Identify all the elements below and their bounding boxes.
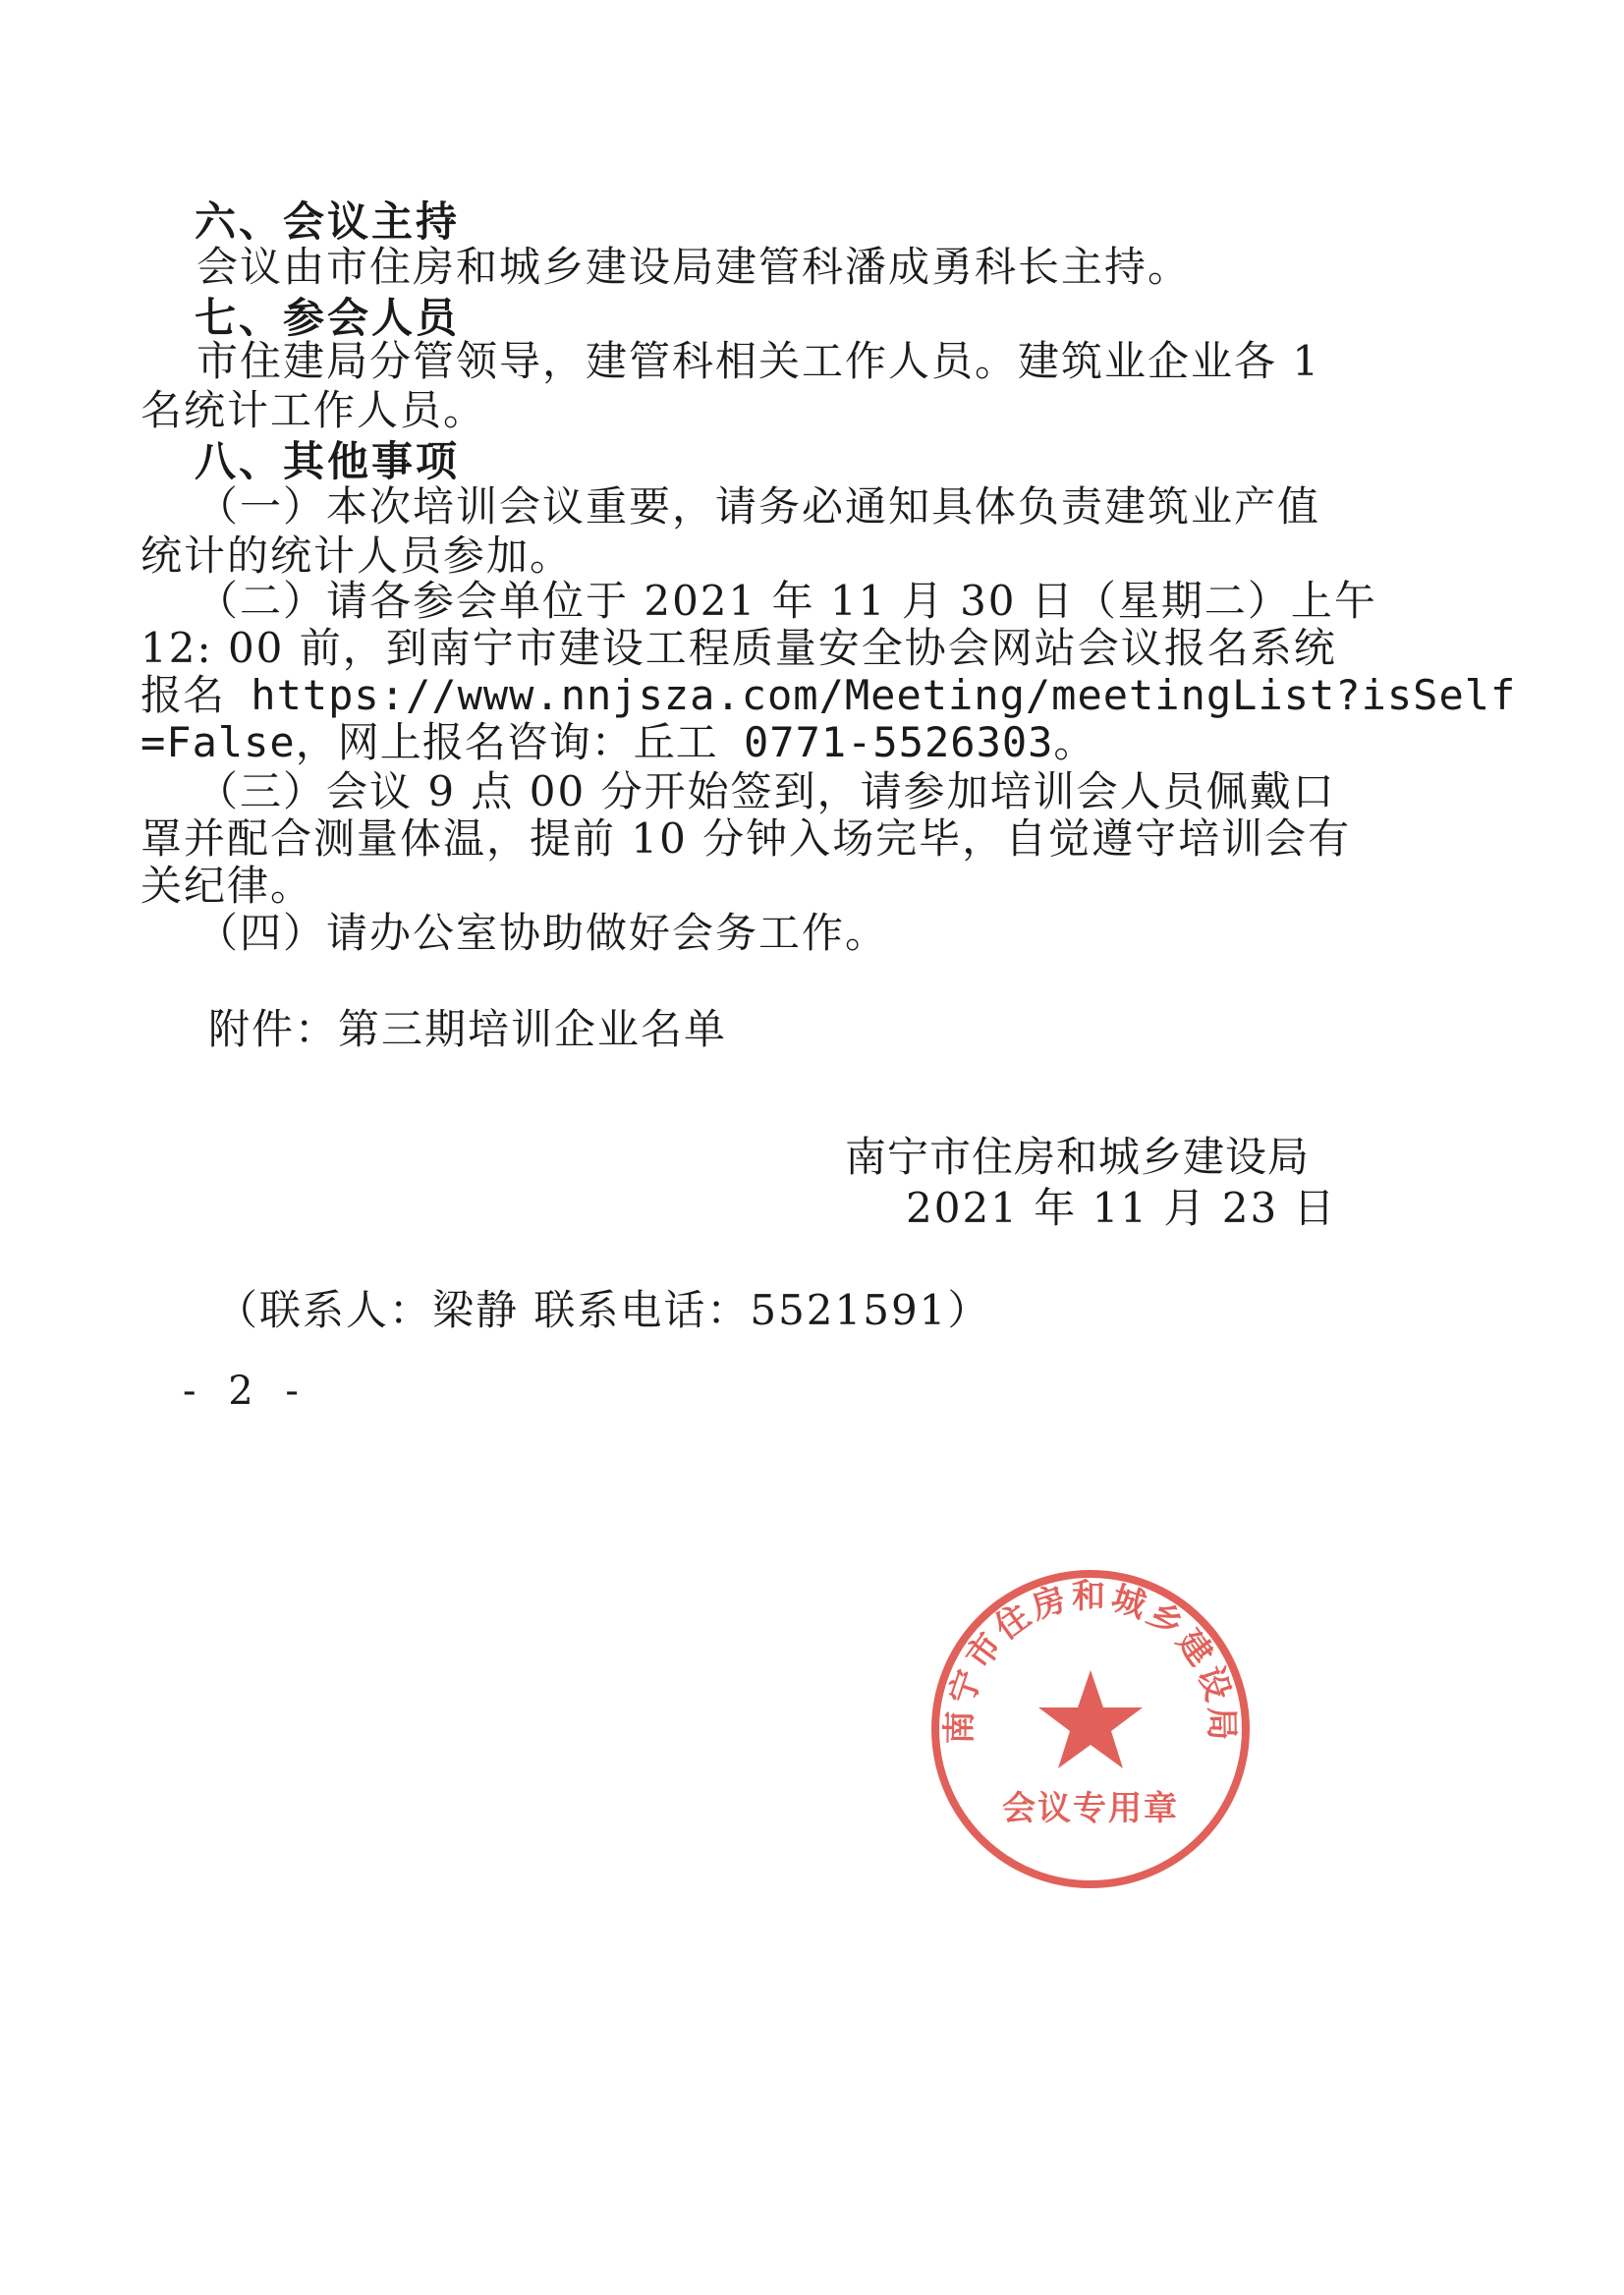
seal-star-icon bbox=[1038, 1670, 1143, 1768]
other-item4-line1: （四）请办公室协助做好会务工作。 bbox=[196, 909, 889, 957]
section-heading-hosting: 六、会议主持 bbox=[195, 197, 461, 246]
page-number: - 2 - bbox=[183, 1369, 308, 1414]
section-heading-other: 八、其他事项 bbox=[195, 437, 461, 485]
seal-outer-text: 南宁市住房和城乡建设局 bbox=[939, 1576, 1242, 1745]
hosting-body: 会议由市住房和城乡建设局建管科潘成勇科长主持。 bbox=[196, 243, 1192, 291]
other-item3-line2: 罩并配合测量体温，提前 10 分钟入场完毕，自觉遵守培训会有 bbox=[140, 814, 1352, 863]
other-item2-line3-url: 报名 https://www.nnjsza.com/Meeting/meetingList?isSelf bbox=[140, 671, 1517, 719]
other-item3-line3: 关纪律。 bbox=[140, 862, 314, 910]
attendees-body-line2: 名统计工作人员。 bbox=[140, 386, 487, 434]
section-heading-attendees: 七、参会人员 bbox=[195, 294, 461, 342]
other-item1-line1: （一）本次培训会议重要，请务必通知具体负责建筑业产值 bbox=[196, 482, 1321, 531]
attendees-body-line1: 市住建局分管领导，建管科相关工作人员。建筑业企业各 1 bbox=[196, 337, 1321, 385]
attachment-line: 附件：第三期培训企业名单 bbox=[208, 1005, 728, 1053]
other-item2-line1: （二）请各参会单位于 2021 年 11 月 30 日（星期二）上午 bbox=[196, 577, 1377, 625]
signature-date: 2021 年 11 月 23 日 bbox=[906, 1184, 1337, 1232]
other-item3-line1: （三）会议 9 点 00 分开始签到，请参加培训会人员佩戴口 bbox=[196, 767, 1336, 815]
other-item2-line2: 12: 00 前，到南宁市建设工程质量安全协会网站会议报名系统 bbox=[140, 624, 1337, 672]
other-item1-line2: 统计的统计人员参加。 bbox=[140, 532, 574, 580]
signature-org: 南宁市住房和城乡建设局 bbox=[845, 1133, 1311, 1181]
contact-line: （联系人：梁静 联系电话：5521591） bbox=[216, 1286, 991, 1334]
seal-inner-text: 会议专用章 bbox=[1002, 1789, 1179, 1828]
other-item2-line4: =False，网上报名咨询：丘工 0771-5526303。 bbox=[140, 718, 1096, 766]
official-seal bbox=[924, 1562, 1258, 1896]
